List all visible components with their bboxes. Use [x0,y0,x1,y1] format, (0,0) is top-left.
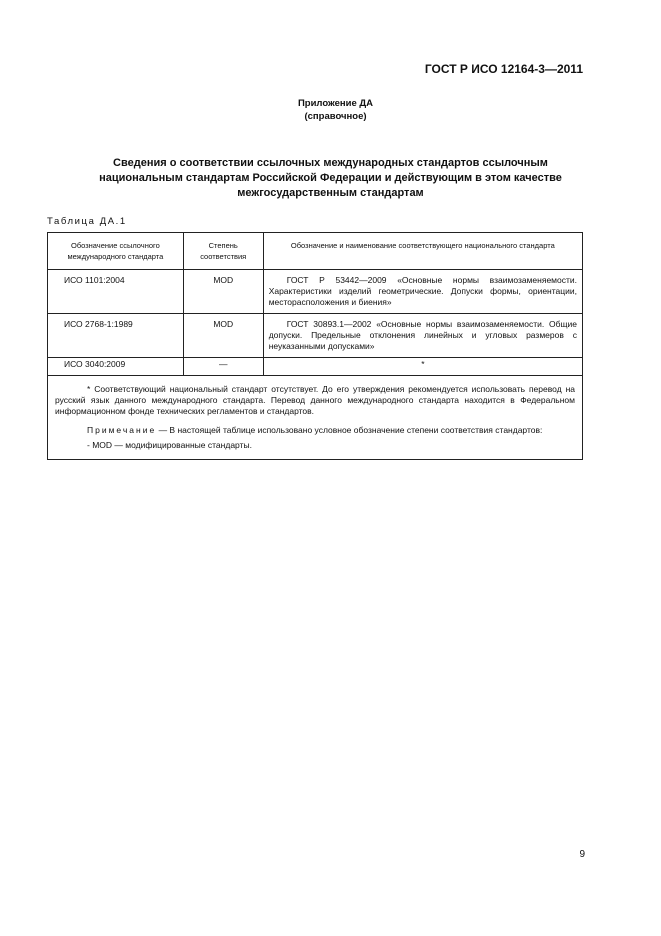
table-row [48,270,583,314]
notes-row [48,376,583,460]
table-row [48,358,583,376]
degree-cell: — [183,358,263,376]
ref-standard-cell: ИСО 2768-1:1989 [48,314,184,358]
annex-title: Приложение ДА [297,98,374,109]
note [55,425,575,436]
national-standard-cell: * [263,358,582,376]
national-standard-cell [263,270,582,314]
title-line-1: Сведения о соответствии ссылочных международных стандартов ссылочным [113,157,548,169]
note-list-item: - MOD — модифицированные стандарты. [87,440,252,450]
degree-cell: MOD [183,270,263,314]
notes-cell [48,376,583,460]
table-caption: Таблица ДА.1 [47,216,127,227]
header-national: Обозначение и наименование соответствующего национального стандарта [263,233,582,270]
national-standard-text: ГОСТ Р 53442—2009 «Основные нормы взаимозаменяемости. Характеристики изделий геометрические. Допуски формы, ориентации, месторасположения и биения» [268,275,577,307]
national-standard-text: ГОСТ 30893.1—2002 «Основные нормы взаимозаменяемости. Общие допуски. Предельные отклонения линейных и угловых размеров с неуказанными допусками» [268,319,577,351]
page-number: 9 [579,849,585,860]
ref-standard-cell: ИСО 1101:2004 [48,270,184,314]
document-title [60,156,601,201]
annex-heading [0,97,661,123]
correspondence-table [47,232,583,460]
note-label: Примечание [87,425,157,435]
footnote: * Соответствующий национальный стандарт отсутствует. До его утверждения рекомендуется использовать перевод на русский язык данного международного стандарта. Перевод данного международного стандарта находится в Федеральном информационном фонде технических регламентов и стандартов. [55,384,575,416]
header-degree: Степень соответствия [183,233,263,270]
title-line-3: межгосударственным стандартам [237,187,424,199]
header-ref: Обозначение ссылочного международного стандарта [48,233,184,270]
national-standard-cell [263,314,582,358]
table-header-row [48,233,583,270]
annex-subtitle: (справочное) [304,111,367,122]
degree-cell: MOD [183,314,263,358]
table-row [48,314,583,358]
standard-code: ГОСТ Р ИСО 12164-3—2011 [424,62,583,76]
ref-standard-cell: ИСО 3040:2009 [48,358,184,376]
note-text: — В настоящей таблице использовано условное обозначение степени соответствия стандартов: [156,425,543,435]
title-line-2: национальным стандартам Российской Федерации и действующим в этом качестве [99,172,562,184]
